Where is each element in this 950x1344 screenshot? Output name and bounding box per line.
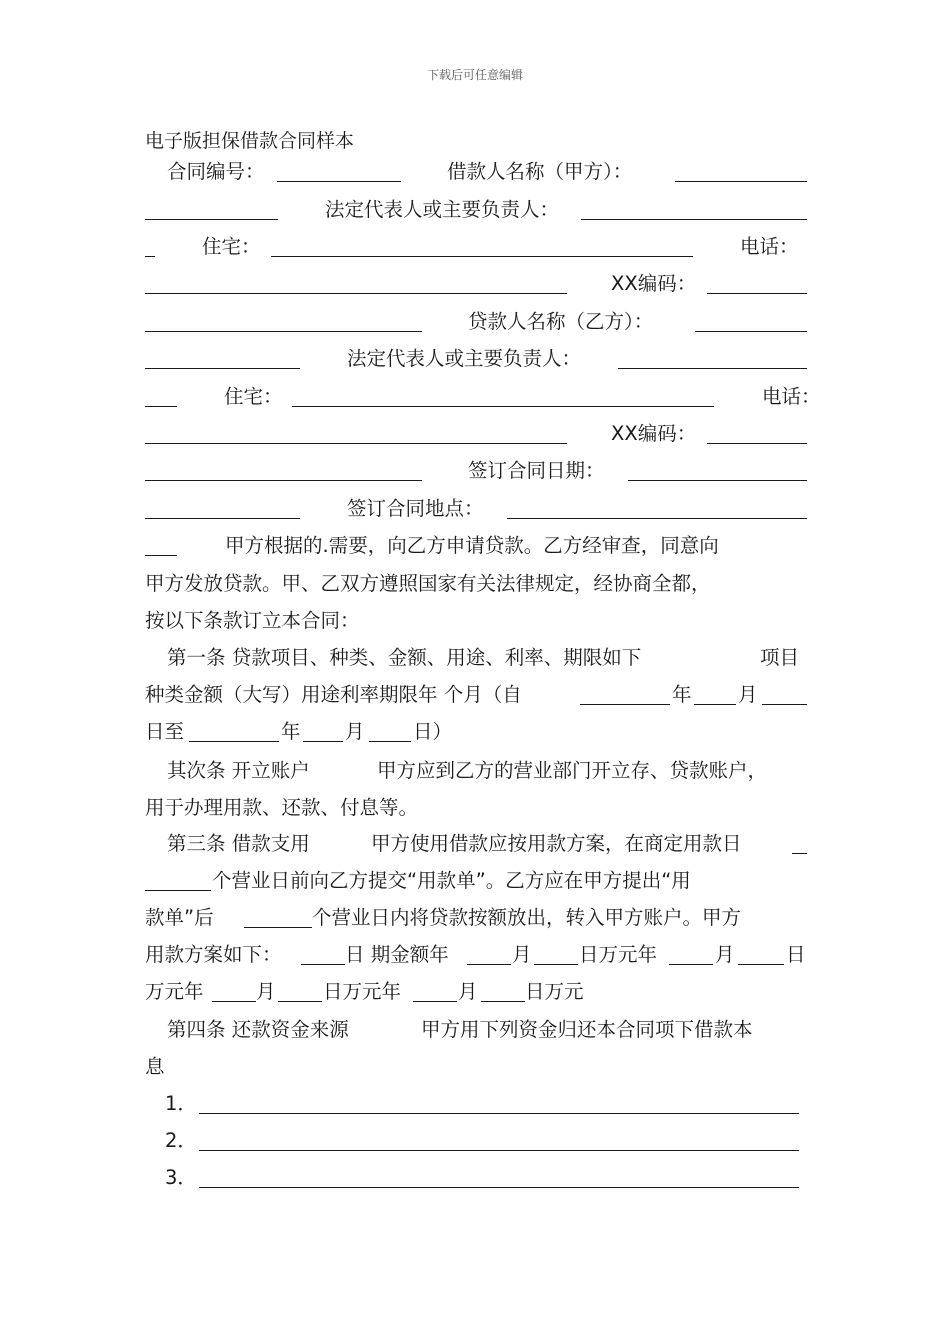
article-2-heading: 其次条 开立账户 bbox=[167, 759, 310, 782]
lender-rep-blank-cont[interactable] bbox=[145, 406, 177, 407]
lender-rep-blank[interactable] bbox=[618, 368, 807, 369]
loan-end-month-blank[interactable] bbox=[303, 741, 343, 742]
preamble-line-2 bbox=[145, 569, 807, 599]
document-title: 电子版担保借款合同样本 bbox=[145, 130, 355, 152]
loan-start-day-blank[interactable] bbox=[762, 704, 807, 705]
loan-start-month-blank[interactable] bbox=[694, 704, 736, 705]
preamble-text-2: 甲方发放贷款。甲、乙双方遵照国家有关法律规定，经协商全都， bbox=[145, 572, 711, 595]
borrower-rep-blank[interactable] bbox=[581, 219, 807, 220]
sign-date-line bbox=[145, 456, 807, 486]
lender-postcode-blank[interactable] bbox=[707, 443, 807, 444]
plan-day-4-blank[interactable] bbox=[481, 1001, 525, 1002]
article-1-text-2c: 月 bbox=[738, 683, 758, 706]
borrower-address-line bbox=[145, 232, 807, 262]
article-3-text-5e: 日万元 bbox=[525, 980, 584, 1003]
lender-postcode-label: XX编码： bbox=[611, 422, 697, 445]
article-3-text-4e: 月 bbox=[715, 943, 735, 966]
article-2-heading-line bbox=[145, 756, 807, 786]
article-1-line-2 bbox=[145, 680, 807, 710]
lender-name-label: 贷款人名称（乙方）： bbox=[468, 310, 654, 333]
plan-month-2-blank[interactable] bbox=[669, 964, 713, 965]
article-3-text-2: 个营业日前向乙方提交“用款单”。乙方应在甲方提出“用 bbox=[212, 869, 691, 892]
article-1-line-3 bbox=[145, 717, 807, 747]
release-days-blank[interactable] bbox=[244, 927, 312, 928]
article-4-heading-tail: 甲方用下列资金归还本合同项下借款本 bbox=[421, 1018, 753, 1041]
lender-name-blank[interactable] bbox=[695, 331, 807, 332]
repayment-source-3-blank[interactable] bbox=[199, 1187, 799, 1188]
borrower-name-blank-cont[interactable] bbox=[145, 219, 278, 220]
item-1-number: 1． bbox=[165, 1092, 197, 1115]
plan-day-1-blank[interactable] bbox=[534, 964, 578, 965]
article-3-text-3a: 款单”后 bbox=[145, 906, 214, 929]
lender-phone-blank[interactable] bbox=[145, 443, 567, 444]
article-3-heading-line bbox=[145, 829, 807, 859]
article-3-line-3 bbox=[145, 903, 807, 933]
sign-date-blank[interactable] bbox=[628, 480, 807, 481]
drawdown-days-blank-cont[interactable] bbox=[145, 890, 211, 891]
preamble-line-3 bbox=[145, 606, 807, 636]
plan-month-3-blank[interactable] bbox=[212, 1001, 256, 1002]
lender-phone-label: 电话： bbox=[762, 385, 821, 408]
borrower-postcode-blank[interactable] bbox=[707, 293, 807, 294]
borrower-postcode-label: XX编码： bbox=[611, 272, 697, 295]
lender-rep-line bbox=[145, 344, 807, 374]
plan-month-4-blank[interactable] bbox=[413, 1001, 457, 1002]
sign-place-label: 签订合同地点： bbox=[347, 497, 484, 520]
article-3-text-4d: 日万元年 bbox=[579, 943, 658, 966]
borrower-postcode-blank-cont[interactable] bbox=[145, 331, 422, 332]
article-3-text-5b: 月 bbox=[256, 980, 276, 1003]
item-2-number: 2． bbox=[165, 1129, 197, 1152]
borrower-name-blank[interactable] bbox=[675, 181, 807, 182]
repayment-source-item-2 bbox=[145, 1126, 807, 1156]
repayment-source-item-1 bbox=[145, 1089, 807, 1119]
article-3-line-4 bbox=[145, 940, 807, 970]
loan-start-year-blank[interactable] bbox=[580, 704, 670, 705]
borrower-address-blank[interactable] bbox=[271, 256, 693, 257]
contract-number-blank[interactable] bbox=[277, 181, 401, 182]
contract-number-label: 合同编号： bbox=[167, 160, 265, 183]
article-1-text-2b: 年 bbox=[672, 683, 692, 706]
article-2-text-2: 用于办理用款、还款、付息等。 bbox=[145, 796, 419, 819]
repayment-source-item-3 bbox=[145, 1163, 807, 1193]
page-header-note: 下载后可任意编辑 bbox=[426, 68, 523, 82]
article-1-heading: 第一条 贷款项目、种类、金额、用途、利率、期限如下 bbox=[167, 646, 642, 669]
sign-place-blank[interactable] bbox=[507, 518, 807, 519]
preamble-text-1: 甲方根据的.需要，向乙方申请贷款。乙方经审查，同意向 bbox=[225, 534, 719, 557]
article-3-text-4c: 月 bbox=[512, 943, 532, 966]
article-3-text-4b: 日 期金额年 bbox=[345, 943, 449, 966]
lender-rep-label: 法定代表人或主要负责人： bbox=[347, 347, 582, 370]
article-2-heading-tail: 甲方应到乙方的营业部门开立存、贷款账户， bbox=[377, 759, 768, 782]
article-1-text-3d: 日） bbox=[413, 720, 453, 743]
borrower-rep-blank-cont[interactable] bbox=[145, 256, 155, 257]
article-2-line-2 bbox=[145, 793, 807, 823]
sign-place-line bbox=[145, 494, 807, 524]
article-1-heading-line bbox=[145, 643, 807, 673]
borrower-address-label: 住宅： bbox=[202, 235, 261, 258]
repayment-source-1-blank[interactable] bbox=[199, 1113, 799, 1114]
sign-date-blank-cont[interactable] bbox=[145, 518, 300, 519]
preamble-text-3: 按以下条款订立本合同： bbox=[145, 609, 360, 632]
borrower-postcode-line bbox=[145, 269, 807, 299]
article-4-text-2: 息 bbox=[145, 1055, 165, 1078]
article-3-line-2 bbox=[145, 866, 807, 896]
article-4-heading: 第四条 还款资金来源 bbox=[167, 1018, 349, 1041]
article-3-heading-tail: 甲方使用借款应按用款方案，在商定用款日 bbox=[371, 832, 742, 855]
lender-postcode-line bbox=[145, 419, 807, 449]
lender-postcode-blank-cont[interactable] bbox=[145, 480, 422, 481]
lender-address-label: 住宅： bbox=[224, 385, 283, 408]
article-3-text-5a: 万元年 bbox=[145, 980, 204, 1003]
article-4-heading-line bbox=[145, 1015, 807, 1045]
article-3-text-4a: 用款方案如下： bbox=[145, 943, 282, 966]
article-3-text-5c: 日万元年 bbox=[323, 980, 402, 1003]
article-3-line-5 bbox=[145, 977, 807, 1007]
article-1-text-2a: 种类金额（大写）用途利率期限年 个月（自 bbox=[145, 683, 522, 706]
borrower-rep-label: 法定代表人或主要负责人： bbox=[325, 198, 560, 221]
article-3-text-4f: 日 bbox=[786, 943, 806, 966]
plan-day-3-blank[interactable] bbox=[278, 1001, 322, 1002]
drawdown-days-blank[interactable] bbox=[792, 853, 807, 854]
article-1-text-3a: 日至 bbox=[145, 720, 185, 743]
lender-address-line bbox=[145, 382, 821, 412]
borrower-name-label: 借款人名称（甲方）： bbox=[447, 160, 633, 183]
loan-end-day-blank[interactable] bbox=[369, 741, 411, 742]
article-1-text-3c: 月 bbox=[345, 720, 365, 743]
sign-place-blank-cont[interactable] bbox=[145, 555, 177, 556]
borrower-phone-label: 电话： bbox=[740, 235, 799, 258]
lender-address-blank[interactable] bbox=[292, 406, 714, 407]
plan-date-blank[interactable] bbox=[301, 964, 345, 965]
article-3-text-5d: 月 bbox=[458, 980, 478, 1003]
article-1-heading-tail: 项目 bbox=[760, 646, 800, 669]
repayment-source-2-blank[interactable] bbox=[199, 1150, 799, 1151]
plan-day-2-blank[interactable] bbox=[738, 964, 784, 965]
plan-month-1-blank[interactable] bbox=[467, 964, 511, 965]
article-3-text-3b: 个营业日内将贷款按额放出，转入甲方账户。甲方 bbox=[312, 906, 742, 929]
borrower-rep-line bbox=[145, 195, 807, 225]
loan-end-year-blank[interactable] bbox=[189, 741, 279, 742]
lender-name-line bbox=[145, 307, 807, 337]
borrower-phone-blank[interactable] bbox=[145, 293, 567, 294]
article-3-heading: 第三条 借款支用 bbox=[167, 832, 310, 855]
contract-number-line bbox=[145, 157, 807, 187]
article-1-text-3b: 年 bbox=[281, 720, 301, 743]
lender-name-blank-cont[interactable] bbox=[145, 368, 300, 369]
article-4-line-2 bbox=[145, 1052, 807, 1082]
preamble-line-1 bbox=[145, 531, 807, 561]
sign-date-label: 签订合同日期： bbox=[468, 459, 605, 482]
item-3-number: 3． bbox=[165, 1166, 197, 1189]
